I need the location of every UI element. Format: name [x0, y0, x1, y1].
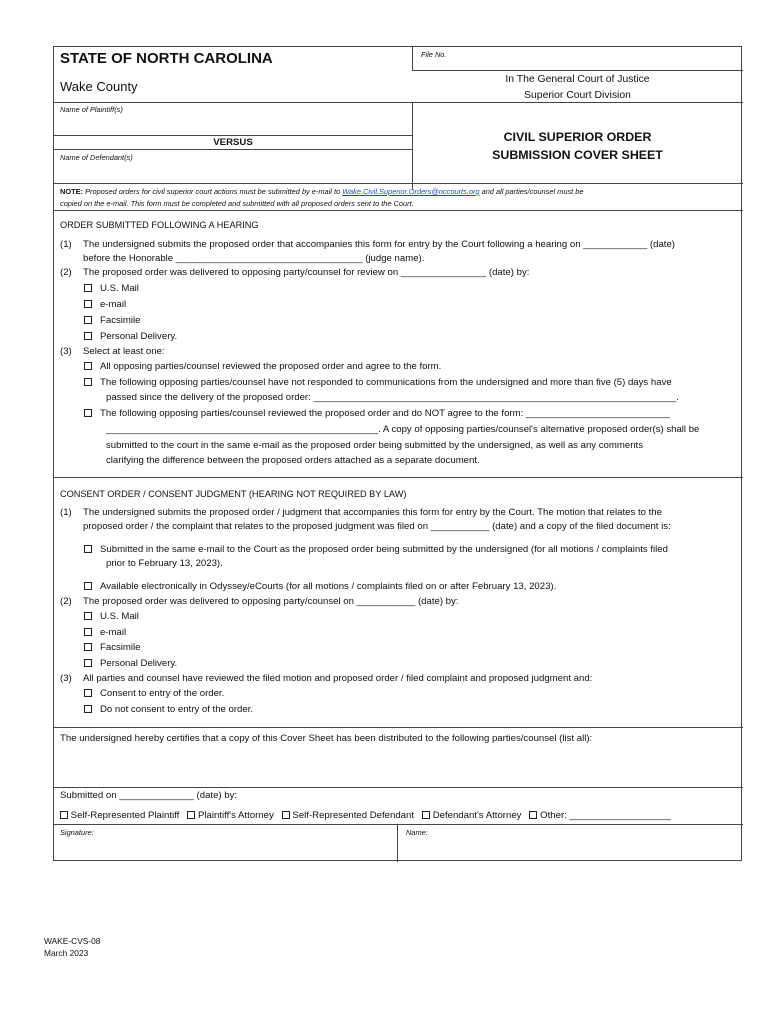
defendant-label: Name of Defendant(s): [60, 153, 133, 162]
submitted-on: Submitted on ______________ (date) by:: [60, 790, 238, 801]
hearing-option-disagree[interactable]: The following opposing parties/counsel reviewed the proposed order and do NOT agree to the form: ___________________________: [84, 408, 670, 420]
checkbox[interactable]: [60, 811, 68, 819]
checkbox[interactable]: [187, 811, 195, 819]
signature-label: Signature:: [60, 828, 94, 837]
hearing-heading: ORDER SUBMITTED FOLLOWING A HEARING: [60, 220, 259, 230]
consent-disagree-option[interactable]: Do not consent to entry of the order.: [84, 704, 253, 716]
checkbox[interactable]: [529, 811, 537, 819]
hearing-method-fax[interactable]: Facsimile: [84, 315, 141, 327]
hearing-item-2: The proposed order was delivered to opposing party/counsel for review on ________________ (date) by:: [83, 267, 530, 278]
note-line-2: copied on the e-mail. This form must be completed and submitted with all proposed orders sent to the Court.: [60, 199, 414, 208]
versus-label: VERSUS: [213, 137, 253, 148]
role-self-plaintiff[interactable]: Self-Represented Plaintiff: [60, 810, 179, 821]
hearing-method-mail[interactable]: U.S. Mail: [84, 283, 139, 295]
checkbox[interactable]: [84, 378, 92, 386]
consent-method-fax[interactable]: Facsimile: [84, 642, 141, 654]
cover-sheet-form: [53, 46, 742, 861]
checkbox[interactable]: [84, 316, 92, 324]
consent-sub-emailed[interactable]: Submitted in the same e-mail to the Court as the proposed order being submitted by the undersigned (for all motions / complaints filed: [84, 544, 668, 556]
hearing-item-1-line-1: The undersigned submits the proposed order that accompanies this form for entry by the Court following a hearing on ____________ (date): [83, 239, 675, 250]
consent-method-mail[interactable]: U.S. Mail: [84, 611, 139, 623]
checkbox[interactable]: [84, 705, 92, 713]
consent-sub-odyssey[interactable]: Available electronically in Odyssey/eCourts (for all motions / complaints filed on or after February 13, 2023).: [84, 581, 556, 593]
consent-item-3: All parties and counsel have reviewed the filed motion and proposed order / filed complaint and proposed judgment and:: [83, 673, 593, 684]
note-line-1: NOTE: Proposed orders for civil superior court actions must be submitted by e-mail to Wake.Civil.Superior.Orders@nccourts.org and all parties/counsel must be: [60, 187, 584, 196]
consent-num-2: (2): [60, 596, 72, 607]
form-title-line-2: SUBMISSION COVER SHEET: [492, 148, 663, 162]
checkbox[interactable]: [422, 811, 430, 819]
consent-method-personal[interactable]: Personal Delivery.: [84, 658, 177, 670]
hearing-option-no-response-line-2: passed since the delivery of the proposed order: ____________________________________________________________________.: [106, 392, 679, 403]
checkbox[interactable]: [282, 811, 290, 819]
consent-num-1: (1): [60, 507, 72, 518]
hearing-option-disagree-line-2: ___________________________________________________. A copy of opposing parties/counsel's alternative proposed order(s) shall be: [106, 424, 700, 435]
hearing-num-3: (3): [60, 346, 72, 357]
name-label: Name:: [406, 828, 428, 837]
hearing-option-disagree-line-4: clarifying the difference between the proposed orders attached as a separate document.: [106, 455, 480, 466]
consent-num-3: (3): [60, 673, 72, 684]
form-title-line-1: CIVIL SUPERIOR ORDER: [503, 130, 652, 144]
checkbox[interactable]: [84, 628, 92, 636]
file-no-label: File No.: [421, 50, 447, 59]
consent-item-1-line-2: proposed order / the complaint that relates to the proposed judgment was filed on ___________ (date) and a copy of the filed document is:: [83, 521, 671, 532]
checkbox[interactable]: [84, 300, 92, 308]
checkbox[interactable]: [84, 689, 92, 697]
state-title: STATE OF NORTH CAROLINA: [60, 50, 273, 67]
hearing-item-3: Select at least one:: [83, 346, 165, 357]
form-id: WAKE-CVS-08: [44, 936, 101, 946]
checkbox[interactable]: [84, 545, 92, 553]
plaintiff-label: Name of Plaintiff(s): [60, 105, 123, 114]
checkbox[interactable]: [84, 332, 92, 340]
form-date: March 2023: [44, 948, 89, 958]
court-email-link[interactable]: Wake.Civil.Superior.Orders@nccourts.org: [342, 187, 480, 196]
court-line-2: Superior Court Division: [524, 90, 631, 101]
consent-item-1-line-1: The undersigned submits the proposed order / judgment that accompanies this form for entry by the Court. The motion that relates to the: [83, 507, 662, 518]
consent-item-2: The proposed order was delivered to opposing party/counsel on ___________ (date) by:: [83, 596, 459, 607]
county-name: Wake County: [60, 79, 138, 94]
role-other[interactable]: Other: ___________________: [529, 810, 670, 821]
hearing-item-1-line-2: before the Honorable ___________________________________ (judge name).: [83, 253, 425, 264]
checkbox[interactable]: [84, 284, 92, 292]
hearing-method-personal[interactable]: Personal Delivery.: [84, 331, 177, 343]
hearing-option-no-response[interactable]: The following opposing parties/counsel have not responded to communications from the undersigned and more than five (5) days have: [84, 377, 672, 389]
consent-heading: CONSENT ORDER / CONSENT JUDGMENT (HEARING NOT REQUIRED BY LAW): [60, 489, 407, 499]
role-defendant-attorney[interactable]: Defendant's Attorney: [422, 810, 521, 821]
role-plaintiff-attorney[interactable]: Plaintiff's Attorney: [187, 810, 273, 821]
court-line-1: In The General Court of Justice: [505, 74, 650, 85]
hearing-num-1: (1): [60, 239, 72, 250]
checkbox[interactable]: [84, 362, 92, 370]
checkbox[interactable]: [84, 582, 92, 590]
consent-method-email[interactable]: e-mail: [84, 627, 126, 639]
checkbox[interactable]: [84, 643, 92, 651]
certify-text: The undersigned hereby certifies that a copy of this Cover Sheet has been distributed to the following parties/counsel (list all):: [60, 733, 593, 744]
submitter-roles: [60, 810, 671, 822]
checkbox[interactable]: [84, 409, 92, 417]
hearing-num-2: (2): [60, 267, 72, 278]
checkbox[interactable]: [84, 612, 92, 620]
consent-sub-emailed-line-2: prior to February 13, 2023).: [106, 558, 223, 569]
hearing-option-disagree-line-3: submitted to the court in the same e-mail as the proposed order being submitted by the undersigned, as well as any comments: [106, 440, 644, 451]
role-self-defendant[interactable]: Self-Represented Defendant: [282, 810, 414, 821]
hearing-method-email[interactable]: e-mail: [84, 299, 126, 311]
consent-agree-option[interactable]: Consent to entry of the order.: [84, 688, 224, 700]
checkbox[interactable]: [84, 659, 92, 667]
hearing-option-agree[interactable]: All opposing parties/counsel reviewed the proposed order and agree to the form.: [84, 361, 441, 373]
